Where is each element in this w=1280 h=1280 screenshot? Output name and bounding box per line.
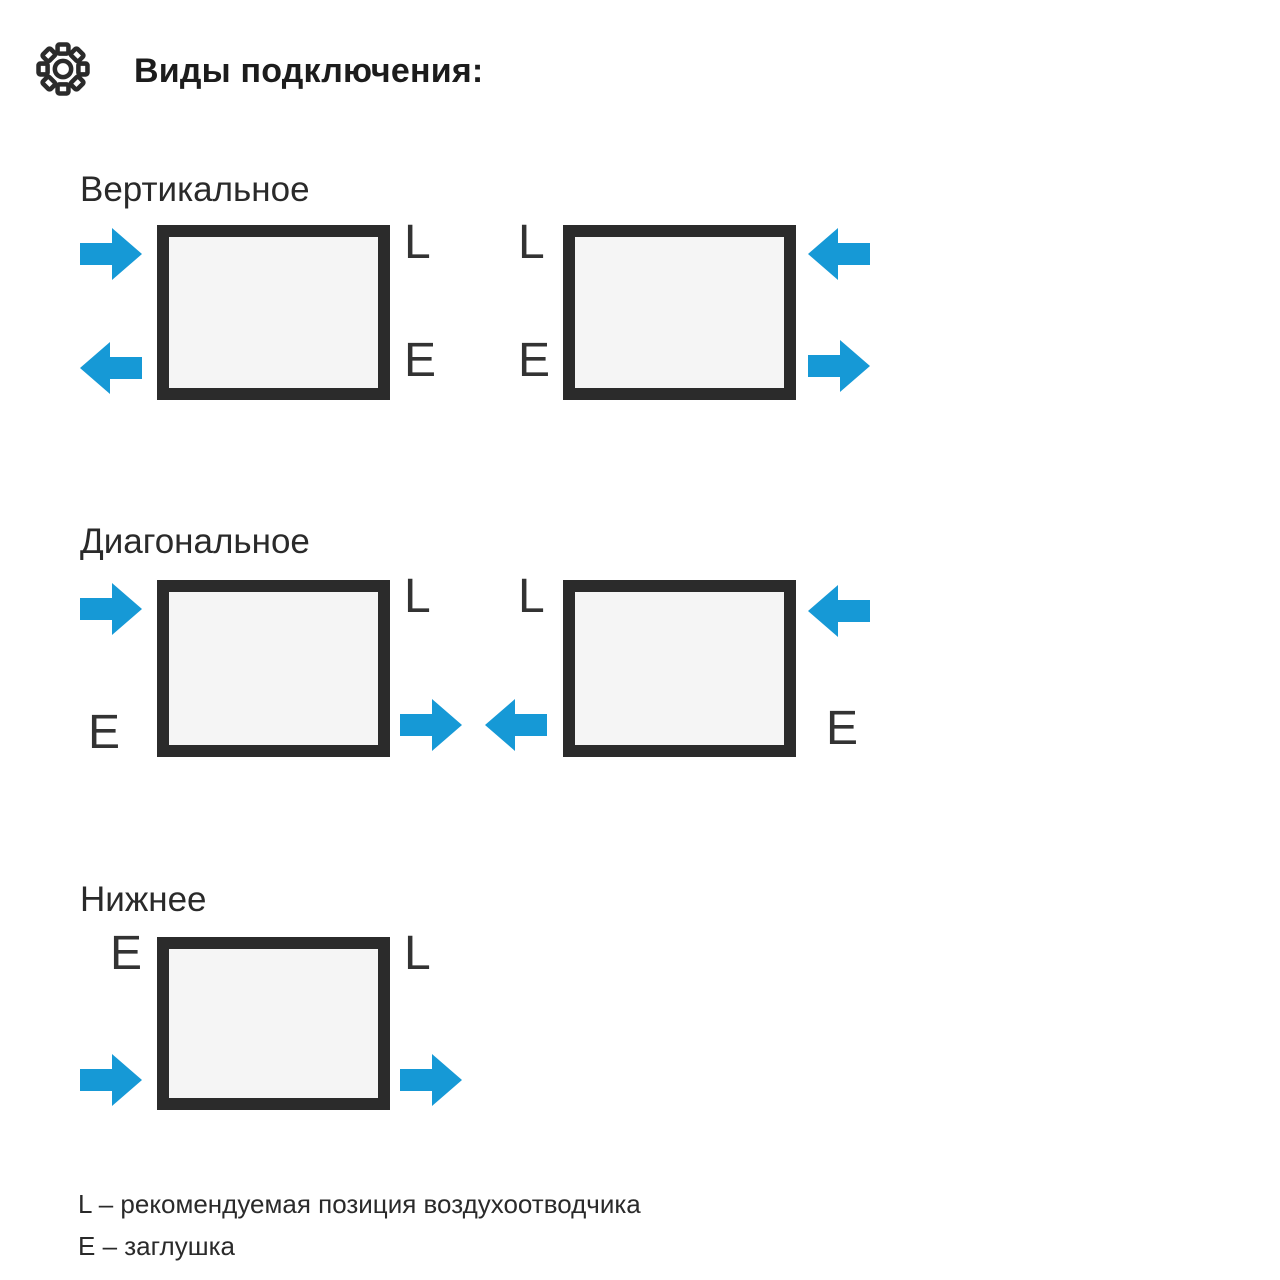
port-label-e: E xyxy=(88,706,121,759)
port-label-l: L xyxy=(518,216,545,269)
port-label-e: E xyxy=(110,927,143,980)
radiator-vertical-left xyxy=(157,225,390,400)
radiator-diagonal-right xyxy=(563,580,796,757)
gear-icon xyxy=(34,40,92,98)
section-heading-diagonal: Диагональное xyxy=(80,522,310,561)
flow-arrow-right-icon xyxy=(400,699,462,751)
flow-arrow-left-icon xyxy=(80,342,142,394)
flow-arrow-left-icon xyxy=(485,699,547,751)
legend-line-e: E – заглушка xyxy=(78,1231,235,1261)
flow-arrow-right-icon xyxy=(80,228,142,280)
section-heading-bottom: Нижнее xyxy=(80,880,207,919)
radiator-vertical-right xyxy=(563,225,796,400)
port-label-l: L xyxy=(518,570,545,623)
port-label-e: E xyxy=(826,702,859,755)
flow-arrow-right-icon xyxy=(808,340,870,392)
flow-arrow-left-icon xyxy=(808,585,870,637)
port-label-l: L xyxy=(404,570,431,623)
radiator-bottom xyxy=(157,937,390,1110)
flow-arrow-left-icon xyxy=(808,228,870,280)
flow-arrow-right-icon xyxy=(80,583,142,635)
section-heading-vertical: Вертикальное xyxy=(80,170,310,209)
legend xyxy=(78,1183,641,1267)
page-title: Виды подключения: xyxy=(134,52,484,90)
port-label-e: E xyxy=(518,334,551,387)
flow-arrow-right-icon xyxy=(80,1054,142,1106)
flow-arrow-right-icon xyxy=(400,1054,462,1106)
radiator-diagonal-left xyxy=(157,580,390,757)
port-label-e: E xyxy=(404,334,437,387)
port-label-l: L xyxy=(404,927,431,980)
legend-line-l: L – рекомендуемая позиция воздухоотводчика xyxy=(78,1189,641,1219)
port-label-l: L xyxy=(404,216,431,269)
